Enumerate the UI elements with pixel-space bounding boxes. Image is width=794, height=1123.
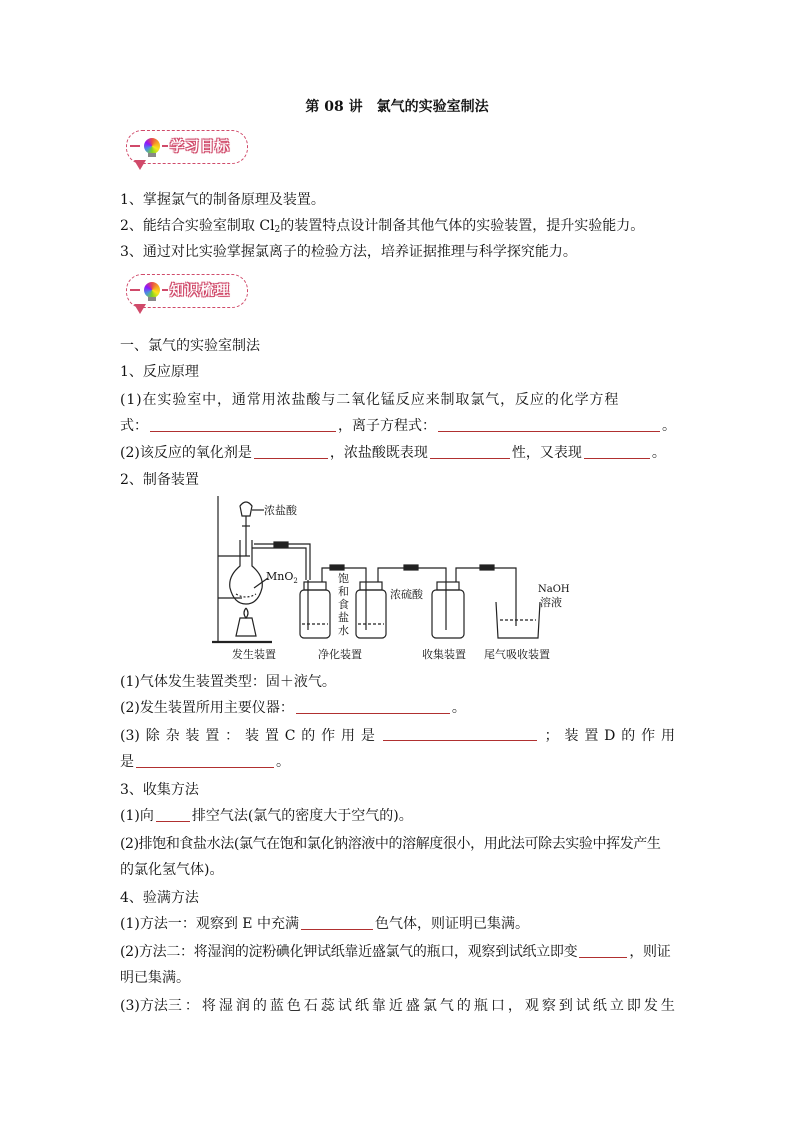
wash-bottle-brine	[300, 590, 330, 638]
paragraph: (1)方法一：观察到 E 中充满 色气体，则证明已集满。	[120, 916, 529, 932]
label-naoh-solution: 溶液	[540, 596, 562, 609]
subsection-heading: 3、收集方法	[120, 782, 199, 798]
paragraph-justified: (3)方法三 ： 将 湿 润 的 蓝 色 石 蕊 试 纸 靠 近 盛 氯 气 的 瓶 口 ， 观 察 到 试 纸 立 即 发 生	[120, 998, 675, 1014]
paragraph: 式： ，离子方程式： 。	[120, 418, 676, 434]
subsection-heading: 1、反应原理	[120, 364, 199, 380]
goal-1: 1、掌握氯气的制备原理及装置。	[120, 192, 325, 208]
lightbulb-icon	[144, 138, 160, 154]
answer-blank[interactable]	[156, 807, 190, 822]
answer-blank[interactable]	[430, 444, 510, 459]
answer-blank[interactable]	[301, 915, 373, 930]
label-collection: 收集装置	[422, 648, 466, 661]
paragraph: (2)方法二：将湿润的淀粉碘化钾试纸靠近盛氯气的瓶口，观察到试纸立即变 ，则证	[120, 944, 671, 960]
label-brine-1: 饱	[338, 572, 349, 585]
paragraph: 是 。	[120, 754, 290, 770]
label-brine-4: 盐	[338, 611, 349, 624]
paragraph: (1)向 排空气法(氯气的密度大于空气的)。	[120, 808, 413, 824]
answer-blank[interactable]	[584, 444, 650, 459]
answer-blank[interactable]	[383, 726, 537, 741]
label-generator: 发生装置	[232, 648, 276, 661]
answer-blank[interactable]	[254, 444, 328, 459]
subsection-heading: 4、验满方法	[120, 890, 199, 906]
paragraph: (2)该反应的氧化剂是 ，浓盐酸既表现 性，又表现 。	[120, 445, 666, 461]
collection-bottle	[432, 590, 464, 638]
label-mno2: MnO$_2$	[266, 570, 298, 585]
separatory-funnel	[240, 502, 252, 516]
label-brine-5: 水	[338, 624, 349, 637]
knowledge-badge	[120, 270, 252, 318]
answer-blank[interactable]	[150, 417, 336, 432]
answer-blank[interactable]	[136, 753, 274, 768]
paragraph: (1)气体发生装置类型：固＋液气。	[120, 674, 336, 690]
lightbulb-icon	[144, 282, 160, 298]
paragraph: (2)排饱和食盐水法(氯气在饱和氯化钠溶液中的溶解度很小，用此法可除去实验中挥发产生	[120, 836, 661, 852]
goal-2: 2、能结合实验室制取 $Cl_2$的装置特点设计制备其他气体的实验装置，提升实验能力。	[120, 218, 645, 235]
label-brine-3: 食	[338, 598, 349, 611]
paragraph: (2)发生装置所用主要仪器： 。	[120, 700, 466, 716]
apparatus-diagram	[212, 496, 582, 666]
answer-blank[interactable]	[438, 417, 660, 432]
answer-blank[interactable]	[296, 699, 450, 714]
alcohol-lamp	[236, 618, 256, 636]
badge-label: 知识梳理	[170, 283, 230, 299]
page-title: 第 08 讲 氯气的实验室制法	[305, 99, 489, 115]
answer-blank[interactable]	[579, 943, 627, 958]
label-naoh: NaOH	[538, 584, 570, 595]
wash-bottle-acid	[356, 590, 386, 638]
subsection-heading: 2、制备装置	[120, 472, 199, 488]
goal-3: 3、通过对比实验掌握氯离子的检验方法，培养证据推理与科学探究能力。	[120, 244, 577, 260]
label-hcl: 浓盐酸	[264, 504, 297, 517]
label-tail-gas: 尾气吸收装置	[484, 648, 550, 661]
label-purification: 净化装置	[318, 648, 362, 661]
label-h2so4: 浓硫酸	[390, 588, 423, 601]
paragraph: (1)在实验室中，通常用浓盐酸与二氧化锰反应来制取氯气，反应的化学方程	[120, 392, 620, 408]
paragraph-justified: (3) 除 杂 装 置 ： 装 置 C 的 作 用 是 ； 装 置 D 的 作 用	[120, 728, 675, 744]
paragraph: 的氯化氢气体)。	[120, 862, 224, 878]
section-heading: 一、氯气的实验室制法	[120, 338, 260, 354]
paragraph: 明已集满。	[120, 970, 190, 986]
label-brine-2: 和	[338, 585, 349, 598]
badge-label: 学习目标	[170, 139, 230, 155]
learning-goals-badge	[120, 126, 252, 174]
